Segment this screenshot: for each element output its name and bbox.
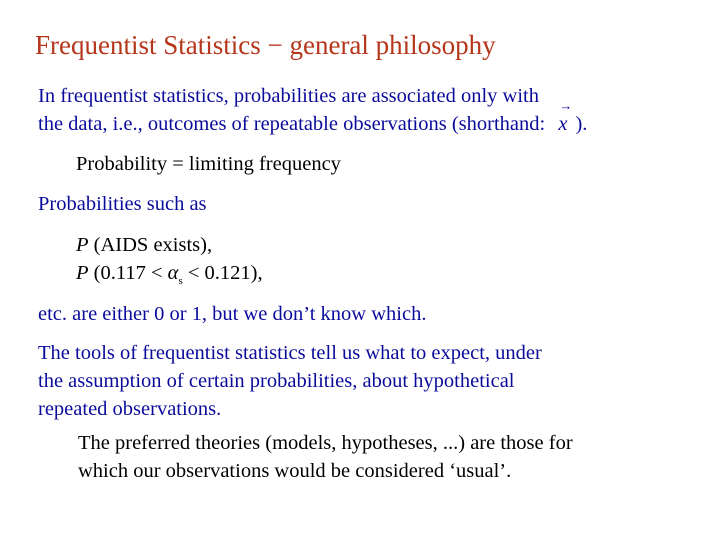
preferred-theories-paragraph — [78, 429, 573, 485]
intro-paragraph — [38, 82, 587, 138]
vector-arrow-icon: → — [559, 98, 573, 113]
example-2-open: (0.117 < — [93, 262, 163, 284]
alpha-symbol: α — [167, 262, 179, 284]
example-1 — [76, 231, 263, 259]
probabilities-heading: Probabilities such as — [38, 193, 207, 215]
example-2-p: P — [76, 262, 89, 284]
tools-line-1: The tools of frequentist statistics tell us what to expect, under — [38, 342, 542, 364]
example-2-close: < 0.121), — [187, 262, 263, 284]
definition-line: Probability = limiting frequency — [76, 153, 341, 175]
vector-x-letter: x — [558, 113, 568, 135]
which-line: etc. are either 0 or 1, but we don’t know which. — [38, 303, 427, 325]
preferred-line-2: which our observations would be considered ‘usual’. — [78, 460, 512, 482]
tools-paragraph — [38, 339, 542, 423]
tools-line-3: repeated observations. — [38, 398, 222, 420]
alpha-subscript: s — [178, 275, 183, 288]
examples-block — [76, 231, 263, 295]
vector-x-symbol — [558, 98, 573, 138]
intro-line-2-end: ). — [575, 113, 588, 135]
intro-line-1: In frequentist statistics, probabilities are associated only with — [38, 85, 539, 107]
tools-line-2: the assumption of certain probabilities, about hypothetical — [38, 370, 515, 392]
intro-line-2-text: the data, i.e., outcomes of repeatable observations (shorthand: — [38, 113, 546, 135]
example-1-text: (AIDS exists), — [93, 234, 213, 256]
slide-title: Frequentist Statistics − general philosophy — [35, 30, 496, 60]
preferred-line-1: The preferred theories (models, hypotheses, ...) are those for — [78, 432, 573, 454]
example-1-p: P — [76, 234, 89, 256]
example-2 — [76, 259, 263, 295]
intro-line-2 — [38, 98, 588, 138]
